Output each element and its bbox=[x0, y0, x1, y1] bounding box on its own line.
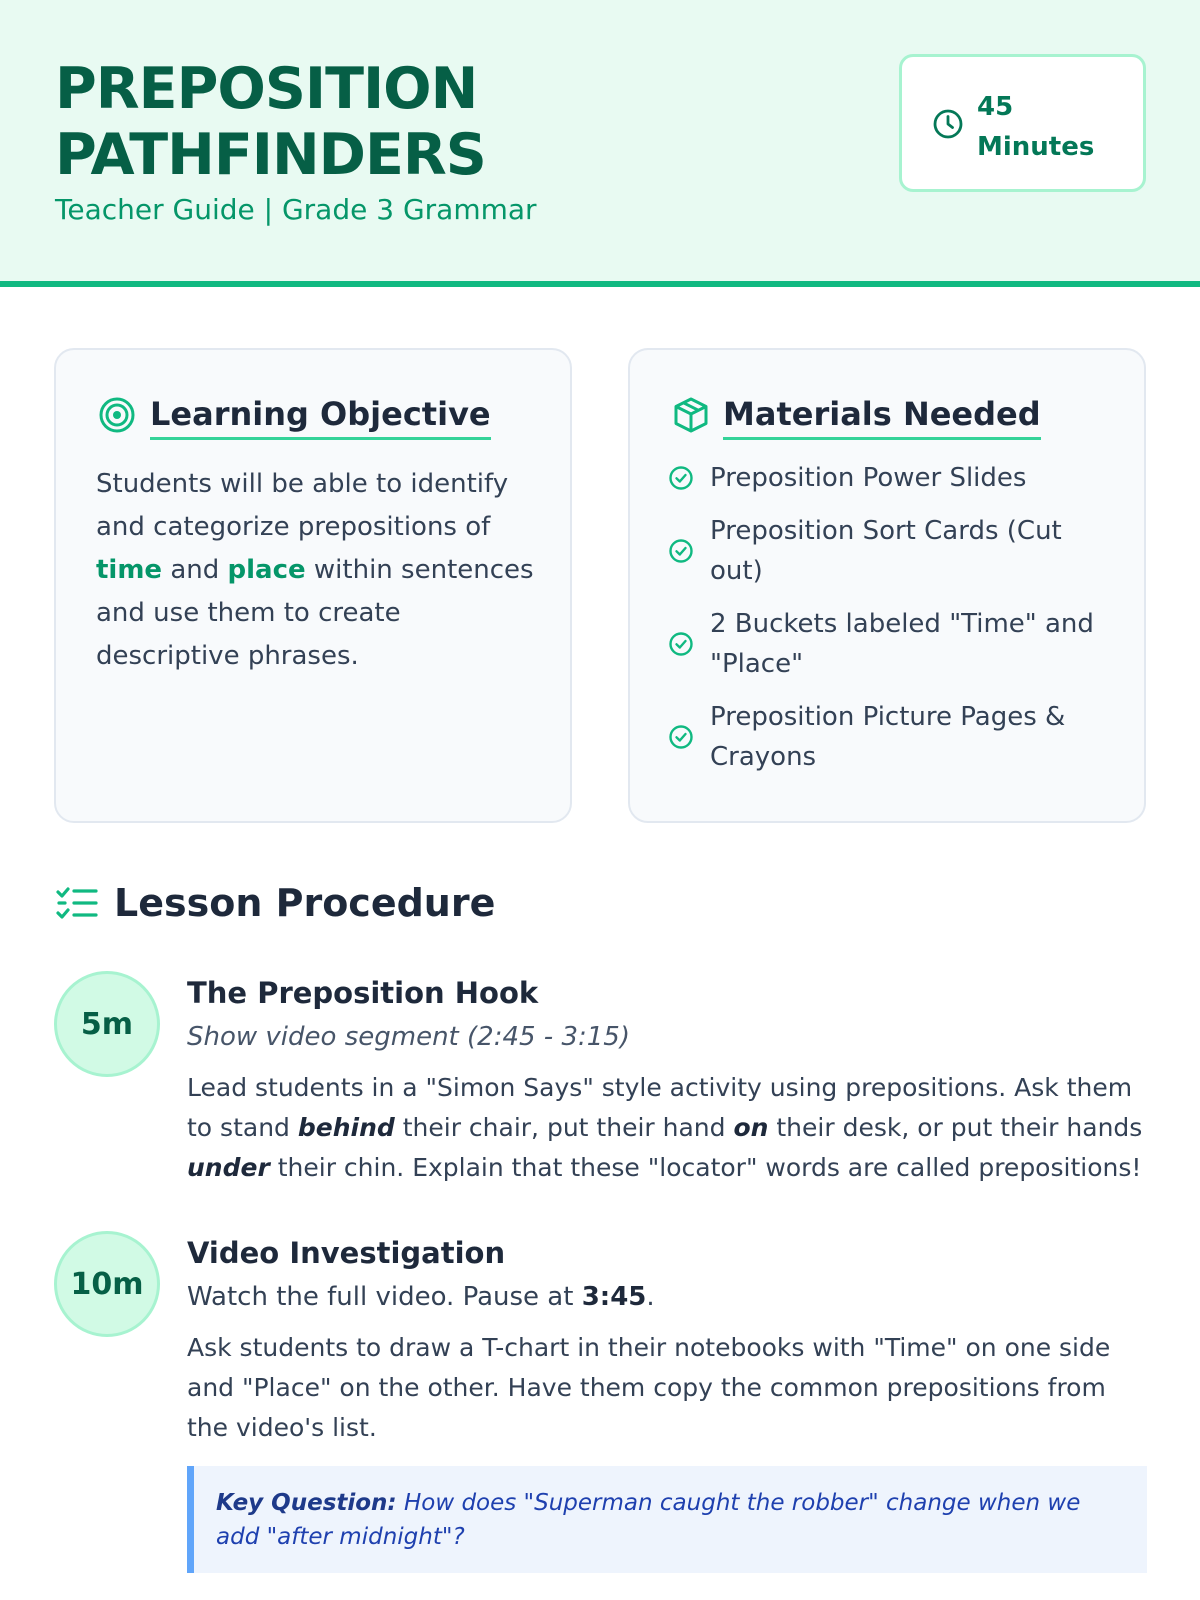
learning-objective-card bbox=[54, 348, 572, 823]
materials-list-item bbox=[668, 604, 1118, 684]
learning-objective-text bbox=[96, 463, 536, 678]
step-body bbox=[187, 971, 1147, 1188]
materials-card bbox=[628, 348, 1146, 823]
materials-item-label: Preposition Sort Cards (Cut out) bbox=[710, 516, 1062, 586]
materials-item-label: 2 Buckets labeled "Time" and "Place" bbox=[710, 609, 1094, 679]
key-question-text: How does "Superman caught the robber" change when we add "after midnight"? bbox=[216, 1490, 1081, 1550]
step-text-part: their chin. Explain that these "locator" words are called prepositions! bbox=[269, 1153, 1142, 1182]
step-duration-badge: 10m bbox=[54, 1231, 160, 1337]
materials-item-label: Preposition Power Slides bbox=[710, 463, 1027, 493]
step-title: The Preposition Hook bbox=[187, 976, 539, 1010]
objective-text-part: Students will be able to identify and categorize prepositions of bbox=[96, 469, 509, 542]
page-header bbox=[0, 0, 1200, 287]
step-body bbox=[187, 1231, 1147, 1573]
target-icon bbox=[98, 396, 136, 434]
step-keyword: on bbox=[733, 1113, 769, 1142]
step-text-part: Lead students in a "Simon Says" style activity using prepositions. Ask them to stand bbox=[187, 1073, 1133, 1142]
check-circle-icon bbox=[668, 631, 694, 657]
materials-list-item bbox=[668, 458, 1118, 498]
step-note: Show video segment (2:45 - 3:15) bbox=[187, 1022, 630, 1052]
step-duration-badge: 5m bbox=[54, 971, 160, 1077]
materials-list-item bbox=[668, 697, 1118, 777]
step-note bbox=[187, 1275, 1147, 1319]
step-note-part: . bbox=[646, 1282, 655, 1312]
step-title: Video Investigation bbox=[187, 1236, 506, 1270]
step-description: Ask students to draw a T-chart in their notebooks with "Time" on one side and "Place" on the other. Have them copy the common prepositions from the video's list. bbox=[187, 1333, 1111, 1442]
page-title bbox=[55, 56, 755, 188]
materials-list bbox=[668, 458, 1118, 790]
step-text-part: their desk, or put their hands bbox=[768, 1113, 1143, 1142]
step-text-part: their chair, put their hand bbox=[394, 1113, 734, 1142]
duration-text bbox=[977, 87, 1127, 167]
lesson-procedure-title: Lesson Procedure bbox=[114, 881, 496, 925]
step-note-time: 3:45 bbox=[581, 1282, 647, 1312]
page-title-line-2: PATHFINDERS bbox=[55, 122, 486, 188]
materials-item-label: Preposition Picture Pages & Crayons bbox=[710, 702, 1066, 772]
check-circle-icon bbox=[668, 538, 694, 564]
objective-highlight-time: time bbox=[96, 555, 163, 585]
learning-objective-title: Learning Objective bbox=[150, 392, 491, 440]
step-keyword: under bbox=[187, 1153, 270, 1182]
objective-highlight-place: place bbox=[227, 555, 306, 585]
objective-text-part: within sentences and use them to create descriptive phrases. bbox=[96, 555, 534, 671]
objective-text-part: and bbox=[162, 555, 228, 585]
check-circle-icon bbox=[668, 465, 694, 491]
key-question-label: Key Question: bbox=[216, 1490, 397, 1516]
step-description bbox=[187, 1068, 1147, 1188]
checklist-icon bbox=[56, 886, 98, 922]
key-question-callout bbox=[187, 1466, 1147, 1573]
step-note-part: Watch the full video. Pause at bbox=[187, 1282, 582, 1312]
duration-unit: Minutes bbox=[977, 132, 1095, 162]
materials-list-item bbox=[668, 511, 1118, 591]
page-title-line-1: PREPOSITION bbox=[55, 56, 478, 122]
duration-number: 45 bbox=[977, 92, 1014, 122]
clock-icon bbox=[932, 108, 964, 140]
page-subtitle: Teacher Guide | Grade 3 Grammar bbox=[55, 193, 537, 226]
step-keyword: behind bbox=[297, 1113, 395, 1142]
duration-badge bbox=[899, 54, 1146, 192]
box-icon bbox=[672, 396, 710, 434]
check-circle-icon bbox=[668, 724, 694, 750]
materials-title: Materials Needed bbox=[723, 392, 1041, 440]
